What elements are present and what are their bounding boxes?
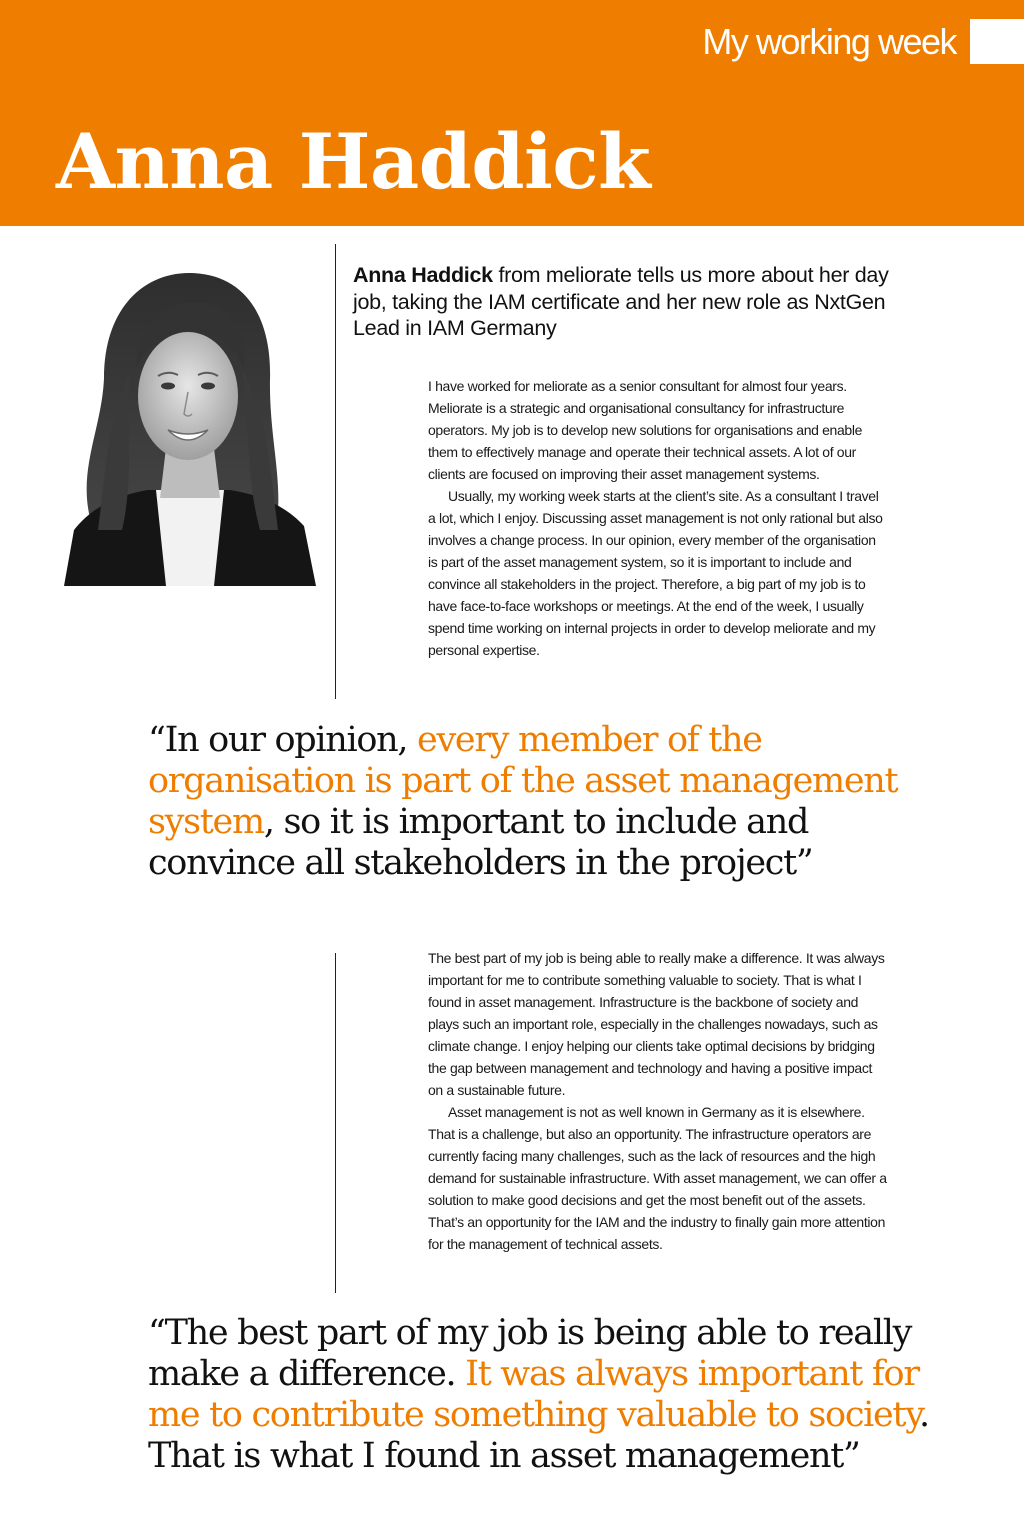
header-tab-block xyxy=(970,19,1024,64)
body-paragraph: Asset management is not as well known in Germany as it is elsewhere. That is a challenge, but also an opportunity. The infrastructure operators are currently facing many challenges, such as the lack of resources and the high demand for sustainable infrastructure. With asset management, we can offer a solution to make good decisions and get the most benefit out of the assets. That’s an opportunity for the IAM and the industry to finally gain more attention for the management of technical assets. xyxy=(428,1104,887,1252)
page-title: Anna Haddick xyxy=(56,117,651,206)
column-divider-top xyxy=(335,244,336,699)
quote-text: “The best part of my job is being able to really make a difference. xyxy=(148,1313,912,1394)
body-text-block-2 xyxy=(428,947,888,1255)
body-paragraph: I have worked for meliorate as a senior consultant for almost four years. Meliorate is a strategic and organisational consultancy for infrastructure operators. My job is to develop new solutions for organisations and enable them to effectively manage and operate their technical assets. A lot of our clients are focused on improving their asset management systems. xyxy=(428,378,863,482)
quote-highlight: It was always important for me to contribute something valuable to society xyxy=(148,1354,920,1435)
pull-quote-2 xyxy=(148,1313,938,1477)
quote-text: . That is what I found in asset management” xyxy=(148,1395,929,1476)
body-text-block-1 xyxy=(428,375,888,661)
intro-standfirst xyxy=(353,262,893,342)
header-banner xyxy=(0,0,1024,226)
quote-text: “In our opinion, xyxy=(148,720,418,760)
intro-text: from meliorate tells us more about her day job, taking the IAM certificate and her new role as NxtGen Lead in IAM Germany xyxy=(353,263,889,340)
body-paragraph: Usually, my working week starts at the client’s site. As a consultant I travel a lot, which I enjoy. Discussing asset management is not only rational but also involves a change process. In our opinion, every member of the organisation is part of the asset management system, so it is important to include and convince all stakeholders in the project. Therefore, a big part of my job is to have face-to-face workshops or meetings. At the end of the week, I usually spend time working on internal projects in order to develop meliorate and my personal expertise. xyxy=(428,488,883,658)
body-paragraph: The best part of my job is being able to really make a difference. It was always important for me to contribute something valuable to society. That is what I found in asset management. Infrastructure is the backbone of society and plays such an important role, especially in the challenges nowadays, such as climate change. I enjoy helping our clients take optimal decisions by bridging the gap between management and technology and having a positive impact on a sustainable future. xyxy=(428,950,885,1098)
pull-quote-1 xyxy=(148,720,938,884)
section-label: My working week xyxy=(702,21,956,62)
column-divider-bottom xyxy=(335,953,336,1293)
portrait-photo xyxy=(64,268,316,586)
intro-name: Anna Haddick xyxy=(353,263,493,287)
quote-text: , so it is important to include and convince all stakeholders in the project” xyxy=(148,802,813,883)
quote-highlight: every member of the organisation is part of the asset management system xyxy=(148,720,898,842)
